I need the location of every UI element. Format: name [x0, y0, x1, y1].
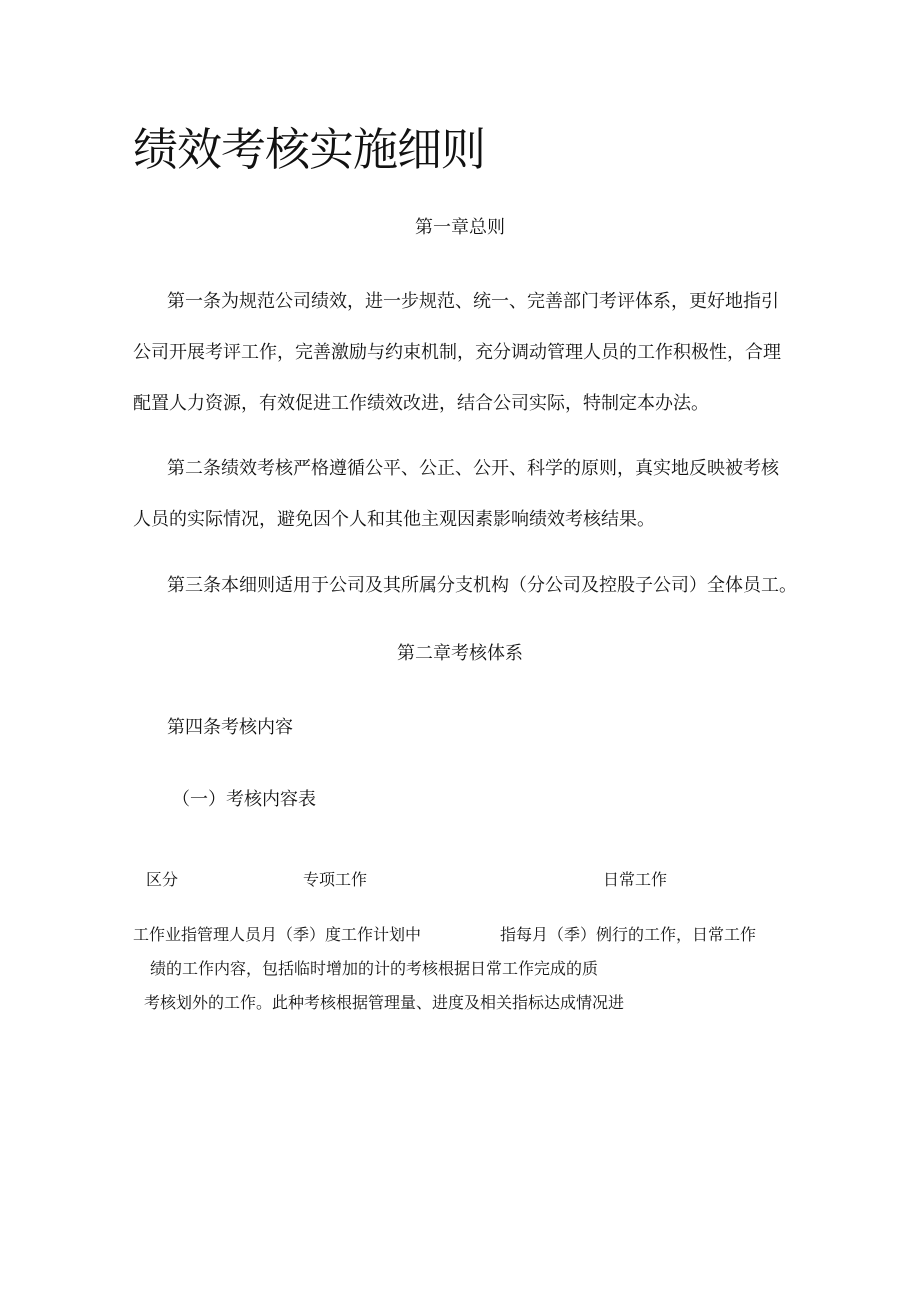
- document-title: 绩效考核实施细则: [133, 123, 486, 176]
- article-2: [133, 443, 798, 545]
- article-1-line-3: 配置人力资源，有效促进工作绩效改进，结合公司实际，特制定本办法。: [133, 393, 709, 414]
- table-header-category: 区分: [146, 870, 179, 889]
- table-line: 工作业指管理人员月（季）度工作计划中: [133, 925, 422, 944]
- chapter-2-heading: 第二章考核体系: [397, 643, 523, 664]
- article-2-line-2: 人员的实际情况，避免因个人和其他主观因素影响绩效考核结果。: [133, 509, 655, 530]
- article-3: [133, 560, 798, 611]
- article-1: [133, 276, 798, 429]
- subsection-heading: （一）考核内容表: [172, 789, 316, 810]
- article-4-heading: 第四条考核内容: [167, 717, 293, 738]
- article-1-line-2: 公司开展考评工作，完善激励与约束机制，充分调动管理人员的工作积极性，合理: [133, 342, 781, 363]
- chapter-1-heading: 第一章总则: [415, 217, 505, 238]
- table-header-special-work: 专项工作: [303, 870, 368, 889]
- article-3-line-1: 第三条本细则适用于公司及其所属分支机构（分公司及控股子公司）全体员工。: [167, 575, 797, 596]
- table-line: 指每月（季）例行的工作，日常工作: [500, 925, 757, 944]
- table-line: 考核划外的工作。此种考核根据管理量、进度及相关指标达成情况进: [144, 993, 625, 1012]
- table-header-daily-work: 日常工作: [603, 870, 668, 889]
- table-line: 绩的工作内容，包括临时增加的计的考核根据日常工作完成的质: [150, 959, 599, 978]
- article-2-line-1: 第二条绩效考核严格遵循公平、公正、公开、科学的原则，真实地反映被考核: [167, 458, 779, 479]
- article-1-line-1: 第一条为规范公司绩效，进一步规范、统一、完善部门考评体系，更好地指引: [167, 291, 779, 312]
